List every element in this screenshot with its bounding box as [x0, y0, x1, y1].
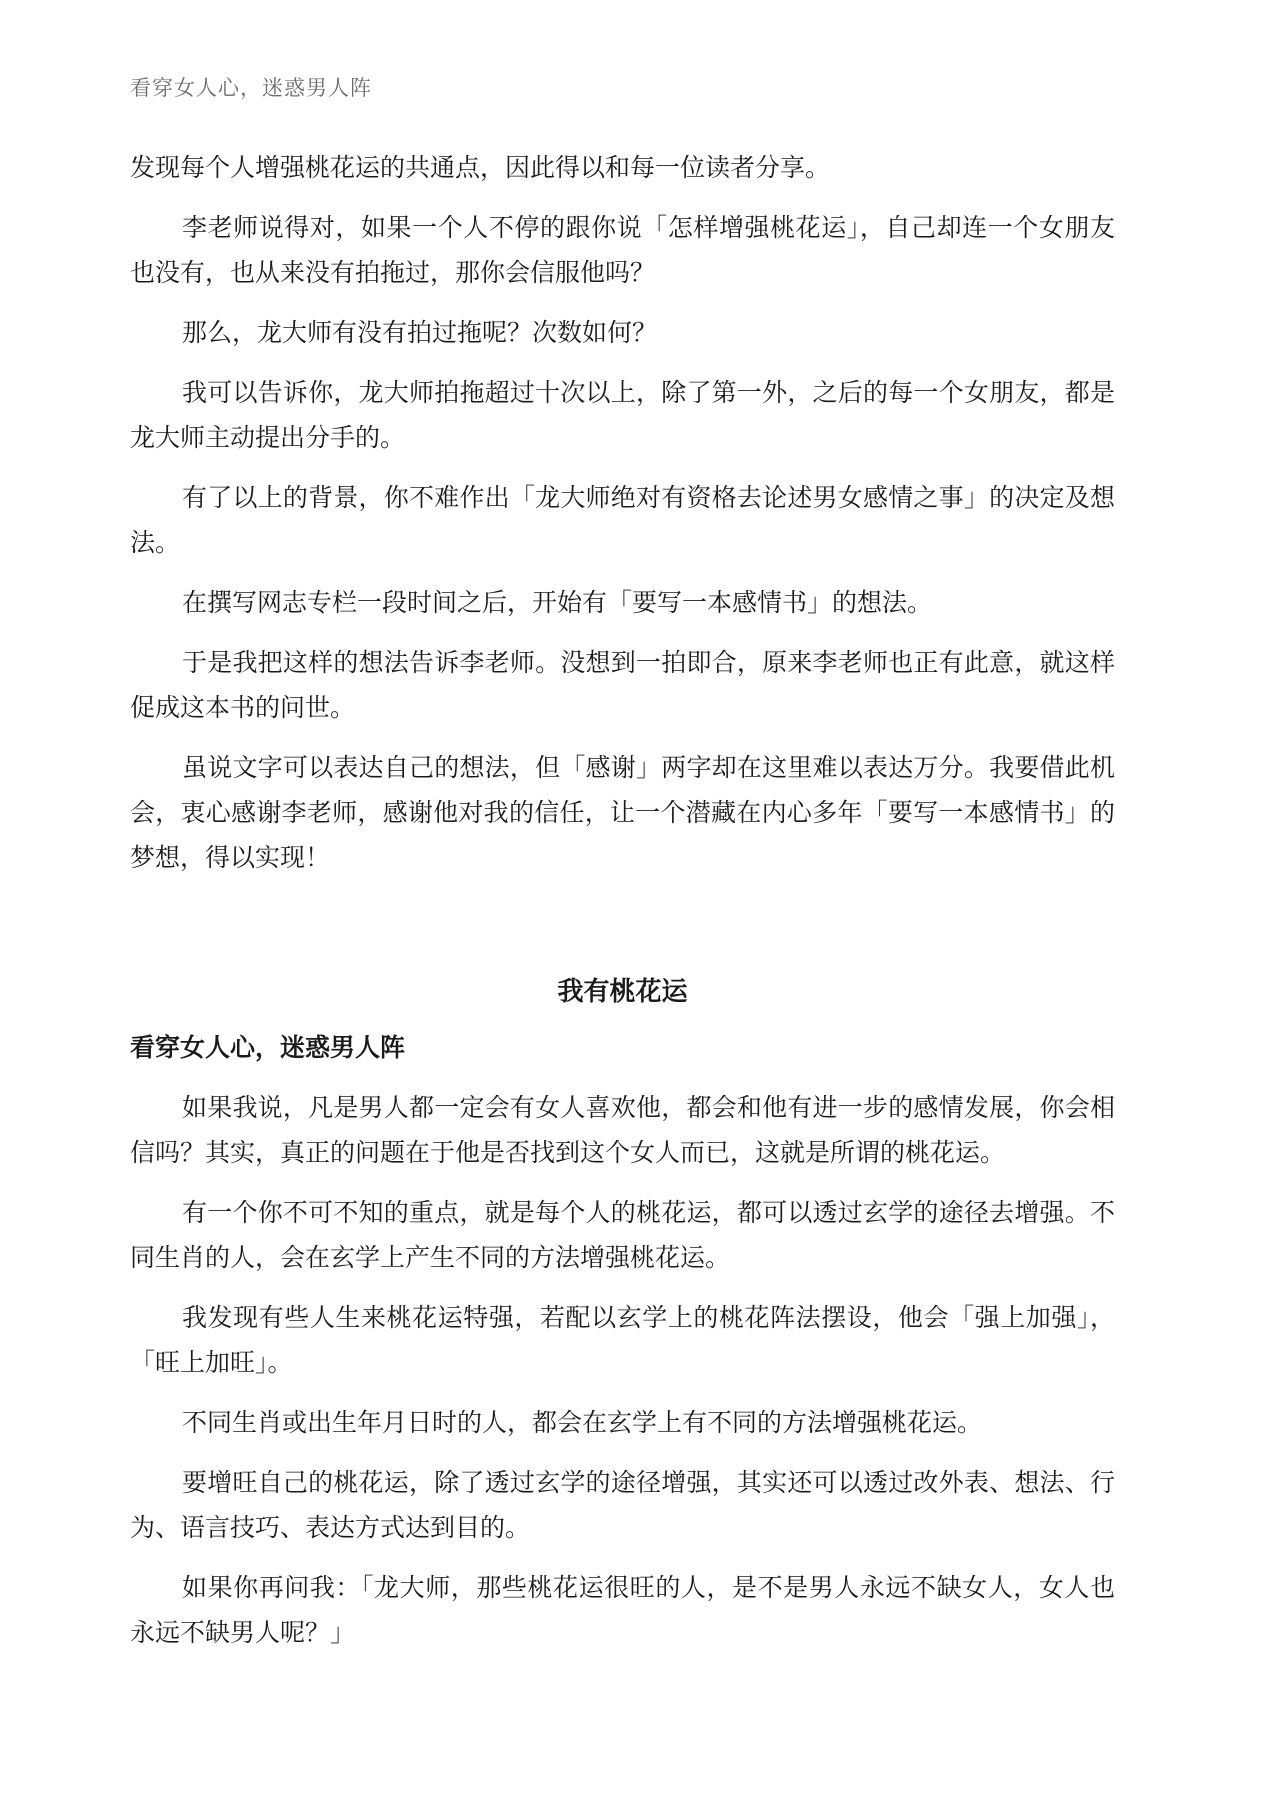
paragraph: 于是我把这样的想法告诉李老师。没想到一拍即合，原来李老师也正有此意，就这样促成这本书的问世。 — [130, 648, 1115, 722]
paragraph: 虽说文字可以表达自己的想法，但「感谢」两字却在这里难以表达万分。我要借此机会，衷心感谢李老师，感谢他对我的信任，让一个潜藏在内心多年「要写一本感情书」的梦想，得以实现！ — [130, 753, 1115, 872]
paragraph: 如果我说，凡是男人都一定会有女人喜欢他，都会和他有进一步的感情发展，你会相信吗？其实，真正的问题在于他是否找到这个女人而已，这就是所谓的桃花运。 — [130, 1093, 1115, 1167]
paragraph: 如果你再问我：「龙大师，那些桃花运很旺的人，是不是男人永远不缺女人，女人也永远不缺男人呢？」 — [130, 1573, 1115, 1647]
section-title: 我有桃花运 — [557, 977, 688, 1007]
paragraph: 我发现有些人生来桃花运特强，若配以玄学上的桃花阵法摆设，他会「强上加强」，「旺上加旺」。 — [130, 1303, 1115, 1377]
page-body — [130, 145, 1115, 1655]
paragraph: 那么，龙大师有没有拍过拖呢？次数如何？ — [182, 318, 658, 347]
paragraph: 我可以告诉你，龙大师拍拖超过十次以上，除了第一外，之后的每一个女朋友，都是龙大师主动提出分手的。 — [130, 378, 1115, 452]
paragraph: 发现每个人增强桃花运的共通点，因此得以和每一位读者分享。 — [130, 153, 831, 182]
paragraph: 李老师说得对，如果一个人不停的跟你说「怎样增强桃花运」，自己却连一个女朋友也没有，也从来没有拍拖过，那你会信服他吗？ — [130, 213, 1115, 287]
subsection-title: 看穿女人心，迷惑男人阵 — [130, 1033, 406, 1062]
paragraph: 有了以上的背景，你不难作出「龙大师绝对有资格去论述男女感情之事」的决定及想法。 — [130, 483, 1115, 557]
paragraph: 要增旺自己的桃花运，除了透过玄学的途径增强，其实还可以透过改外表、想法、行为、语言技巧、表达方式达到目的。 — [130, 1468, 1115, 1542]
paragraph: 在撰写网志专栏一段时间之后，开始有「要写一本感情书」的想法。 — [182, 588, 933, 617]
paragraph: 不同生肖或出生年月日时的人，都会在玄学上有不同的方法增强桃花运。 — [182, 1408, 983, 1437]
paragraph: 有一个你不可不知的重点，就是每个人的桃花运，都可以透过玄学的途径去增强。不同生肖的人，会在玄学上产生不同的方法增强桃花运。 — [130, 1198, 1115, 1272]
running-header: 看穿女人心，迷惑男人阵 — [130, 76, 372, 100]
